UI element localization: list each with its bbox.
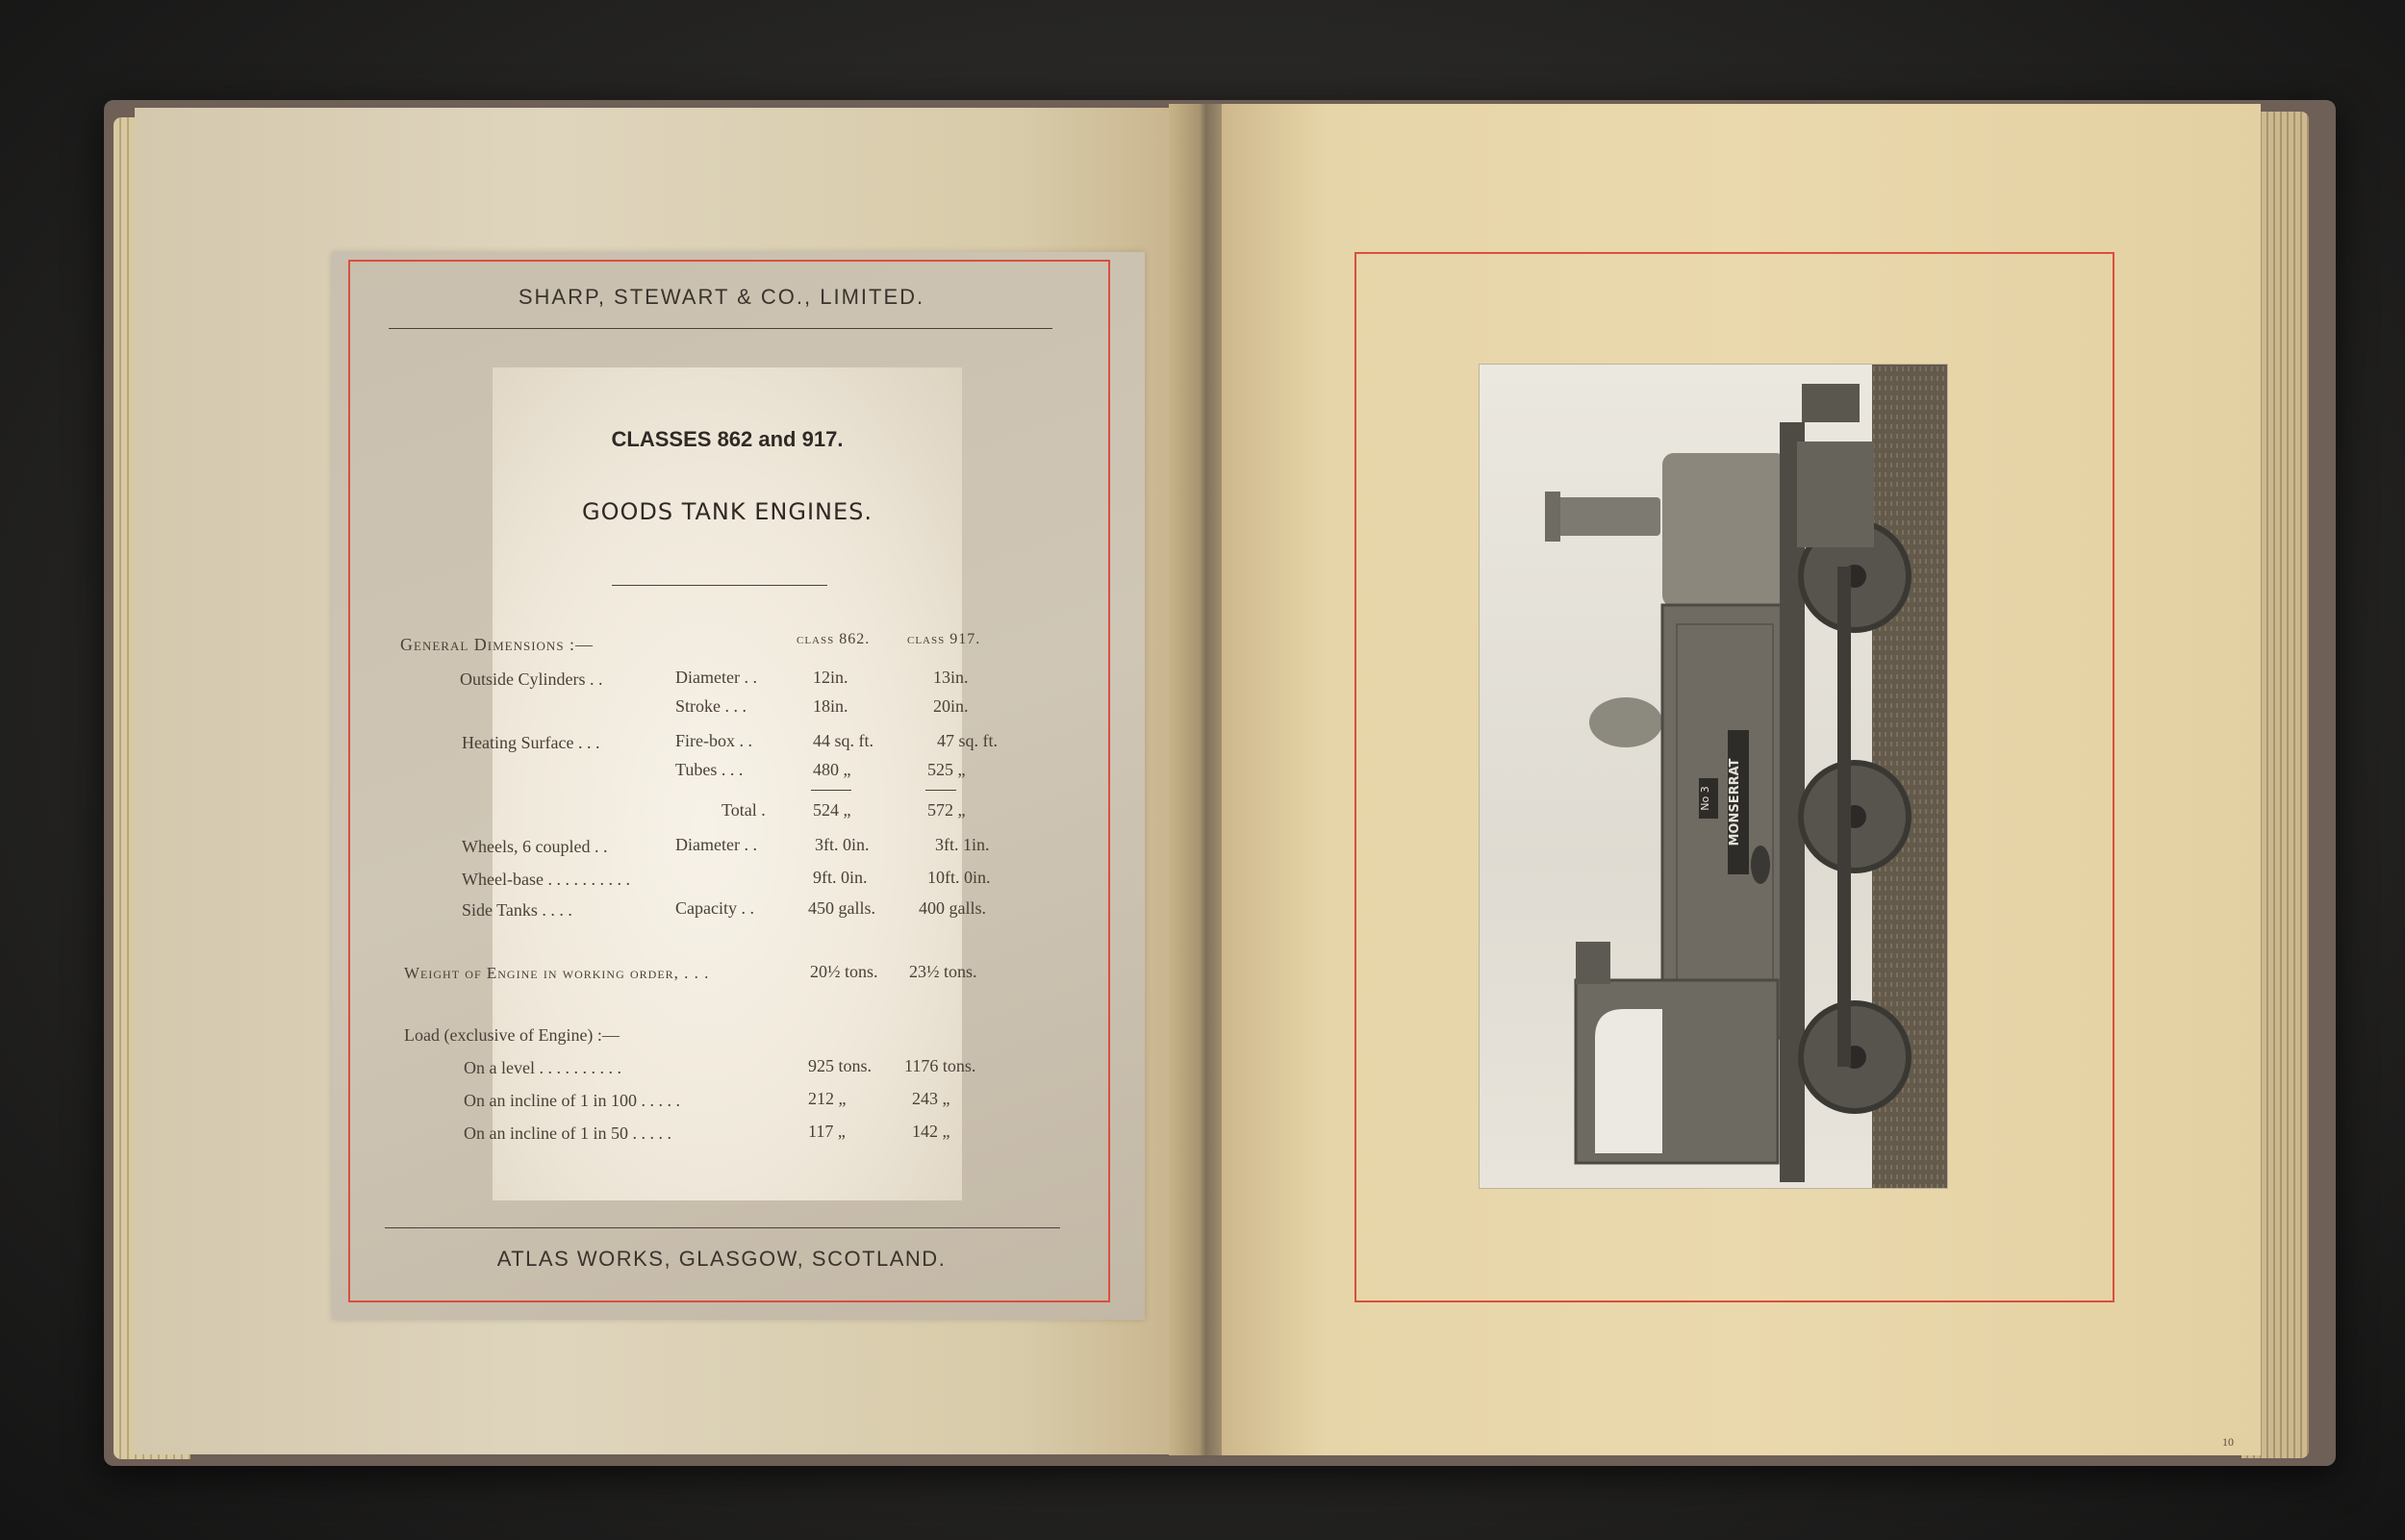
row-value-862: 524 „ — [813, 800, 851, 820]
row-value-917: 400 galls. — [919, 898, 986, 918]
locomotive-illustration — [1480, 365, 1948, 1189]
row-value-917: 20in. — [933, 696, 969, 716]
engine-type-title: GOODS TANK ENGINES. — [581, 498, 873, 525]
row-label: Side Tanks . . . . — [462, 900, 572, 920]
row-sub-label: Fire-box . . — [675, 731, 752, 750]
row-sub-label: Diameter . . — [675, 835, 757, 854]
smokebox — [1662, 453, 1787, 607]
coupling-rod — [1837, 567, 1851, 1067]
row-value-917: 572 „ — [927, 800, 966, 820]
row-label: Heating Surface . . . — [462, 733, 600, 752]
row-value-862: 18in. — [813, 696, 848, 716]
cylinder — [1797, 442, 1874, 547]
row-value-917: 10ft. 0in. — [927, 868, 991, 887]
engine-name-text: MONSERRAT — [1728, 758, 1742, 846]
sum-rule-917 — [925, 790, 956, 791]
works-footer: ATLAS WORKS, GLASGOW, SCOTLAND. — [496, 1247, 947, 1271]
chimney-cap — [1545, 492, 1560, 542]
cab-roof — [1576, 942, 1610, 984]
page-number: 10 — [2222, 1435, 2234, 1449]
column-header-862: class 862. — [797, 631, 871, 647]
weight-value-862: 20½ tons. — [810, 962, 878, 981]
load-label: Load (exclusive of Engine) :— — [404, 1025, 620, 1045]
row-value-862: 450 galls. — [808, 898, 875, 918]
driving-wheels — [1801, 522, 1909, 1111]
row-label: Wheel-base . . . . . . . . . . — [462, 870, 630, 889]
row-value-862: 44 sq. ft. — [813, 731, 873, 750]
row-value-917: 525 „ — [927, 760, 966, 779]
load-value-917: 1176 tons. — [904, 1056, 976, 1075]
classes-title: CLASSES 862 and 917. — [611, 427, 844, 451]
load-row-label: On an incline of 1 in 50 . . . . . — [464, 1123, 671, 1143]
chimney — [1555, 497, 1660, 536]
weight-label: Weight of Engine in working order, . . . — [404, 964, 710, 982]
row-label: Wheels, 6 coupled . . — [462, 837, 608, 856]
dome — [1589, 697, 1662, 747]
side-tank — [1662, 605, 1787, 1038]
header-rule — [389, 328, 1052, 329]
row-value-862: 12in. — [813, 668, 848, 687]
load-value-862: 212 „ — [808, 1089, 847, 1108]
cab-window — [1595, 1009, 1662, 1153]
locomotive-photograph — [1479, 364, 1948, 1189]
load-value-917: 243 „ — [912, 1089, 950, 1108]
load-value-862: 925 tons. — [808, 1056, 873, 1075]
column-header-917: class 917. — [907, 631, 981, 647]
publisher-header: SHARP, STEWART & CO., LIMITED. — [518, 285, 925, 309]
load-value-862: 117 „ — [808, 1122, 846, 1141]
load-row-label: On an incline of 1 in 100 . . . . . — [464, 1091, 680, 1110]
load-value-917: 142 „ — [912, 1122, 950, 1141]
title-rule — [612, 585, 827, 586]
row-value-917: 47 sq. ft. — [937, 731, 998, 750]
footer-rule — [385, 1227, 1060, 1228]
row-value-862: 9ft. 0in. — [813, 868, 868, 887]
weight-value-917: 23½ tons. — [909, 962, 977, 981]
sum-rule-862 — [811, 790, 851, 791]
row-sub-label: Diameter . . — [675, 668, 757, 687]
row-sub-label: Total . — [722, 800, 766, 820]
row-sub-label: Tubes . . . — [675, 760, 744, 779]
row-value-862: 3ft. 0in. — [815, 835, 870, 854]
engine-number-text: No 3 — [1699, 786, 1711, 811]
row-label: Outside Cylinders . . — [460, 669, 603, 689]
row-sub-label: Capacity . . — [675, 898, 754, 918]
row-value-917: 3ft. 1in. — [935, 835, 990, 854]
general-dimensions-label: General Dimensions :— — [400, 635, 595, 654]
buffer-beam — [1802, 384, 1860, 422]
row-value-862: 480 „ — [813, 760, 851, 779]
makers-plate — [1751, 846, 1770, 884]
row-value-917: 13in. — [933, 668, 969, 687]
load-row-label: On a level . . . . . . . . . . — [464, 1058, 621, 1077]
row-sub-label: Stroke . . . — [675, 696, 747, 716]
